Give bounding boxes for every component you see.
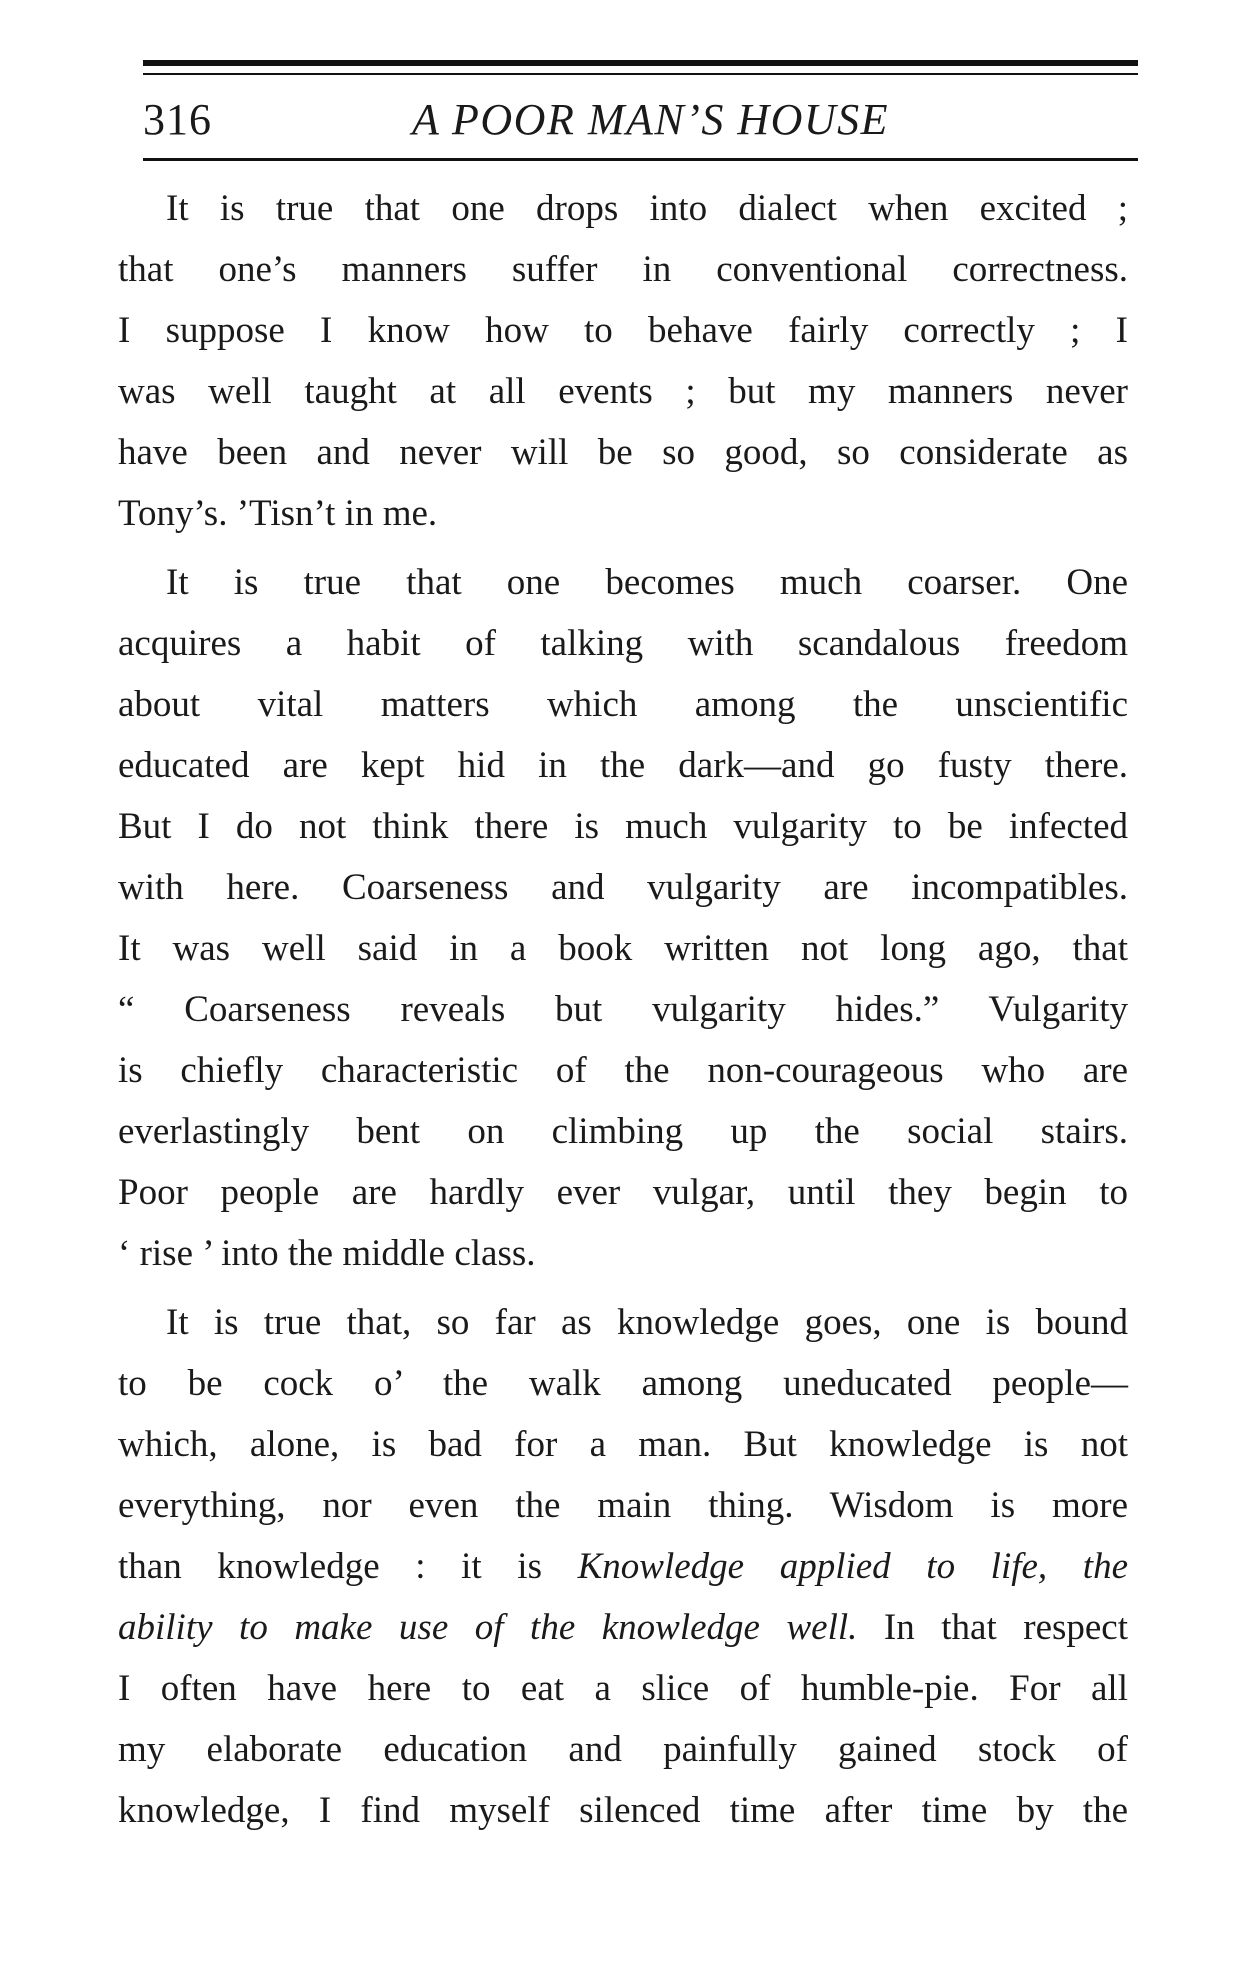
body-text <box>118 178 1128 1849</box>
text-line: my elaborate education and painfully gained stock of <box>118 1729 1128 1770</box>
text-line: which, alone, is bad for a man. But knowledge is not <box>118 1424 1128 1465</box>
header-rule-thick <box>143 60 1138 66</box>
text-line: ‘ rise ’ into the middle class. <box>118 1233 536 1274</box>
text-line: about vital matters which among the unscientific <box>118 684 1128 725</box>
text-line: with here. Coarseness and vulgarity are incompatibles. <box>118 867 1128 908</box>
text-line: I often have here to eat a slice of humble-pie. For all <box>118 1668 1128 1709</box>
italic-segment: Knowledge applied to life, the <box>577 1546 1128 1587</box>
text-line: acquires a habit of talking with scandalous freedom <box>118 623 1128 664</box>
running-head: A POOR MAN’S HOUSE <box>411 95 890 144</box>
text-line: everlastingly bent on climbing up the social stairs. <box>118 1111 1128 1152</box>
text-line: to be cock o’ the walk among uneducated people— <box>118 1363 1128 1404</box>
text-line: knowledge, I find myself silenced time after time by the <box>118 1790 1128 1831</box>
page-number: 316 <box>143 95 212 144</box>
text-line: It is true that, so far as knowledge goes, one is bound <box>166 1302 1128 1343</box>
italic-segment: ability to make use of the knowledge well. <box>118 1607 858 1648</box>
header-rule-thin <box>143 73 1138 75</box>
text-line: It is true that one becomes much coarser. One <box>166 562 1128 603</box>
text-line: educated are kept hid in the dark—and go fusty there. <box>118 745 1128 786</box>
paragraph-1 <box>118 178 1128 544</box>
text-line-mixed <box>118 1597 1128 1658</box>
page-header <box>143 90 1138 150</box>
text-line: everything, nor even the main thing. Wisdom is more <box>118 1485 1128 1526</box>
paragraph-3 <box>118 1292 1128 1841</box>
text-line: It was well said in a book written not long ago, that <box>118 928 1128 969</box>
text-segment: In that respect <box>883 1607 1129 1648</box>
text-segment: than knowledge : it is <box>118 1546 542 1587</box>
text-line: Tony’s. ’Tisn’t in me. <box>118 493 438 534</box>
text-line-mixed <box>118 1536 1128 1597</box>
text-line: that one’s manners suffer in conventional correctness. <box>118 249 1128 290</box>
text-line: is chiefly characteristic of the non-courageous who are <box>118 1050 1128 1091</box>
text-line: was well taught at all events ; but my manners never <box>118 371 1128 412</box>
text-line: have been and never will be so good, so considerate as <box>118 432 1128 473</box>
text-line: I suppose I know how to behave fairly correctly ; I <box>118 310 1128 351</box>
text-line: Poor people are hardly ever vulgar, until they begin to <box>118 1172 1128 1213</box>
text-line: But I do not think there is much vulgarity to be infected <box>118 806 1128 847</box>
text-line: It is true that one drops into dialect when excited ; <box>166 188 1128 229</box>
text-line: “ Coarseness reveals but vulgarity hides.” Vulgarity <box>118 989 1128 1030</box>
header-rule-bottom <box>143 158 1138 161</box>
paragraph-2 <box>118 552 1128 1284</box>
